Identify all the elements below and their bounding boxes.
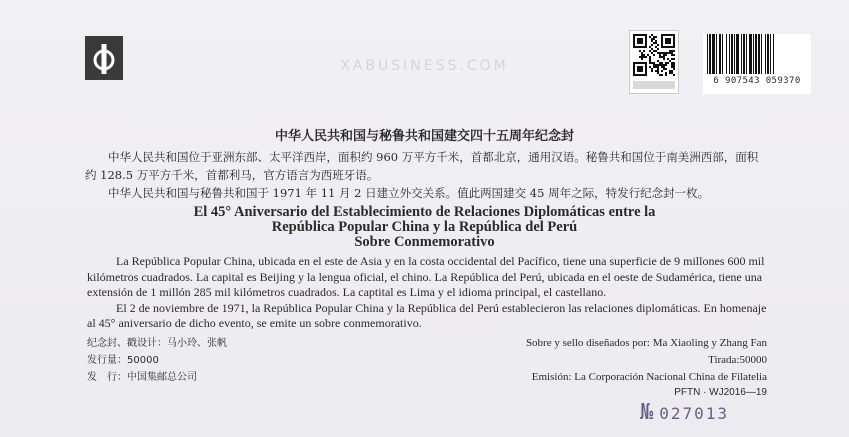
spanish-body — [87, 254, 767, 332]
serial-value: 027013 — [659, 404, 730, 423]
chinese-paragraph-1: 中华人民共和国位于亚洲东部、太平洋西岸，面积约 960 万平方千米，首都北京，通用汉语。秘鲁共和国位于南美洲西部，面积约 128.5 万平方千米，首都利马，官方语言为西班牙语。 — [85, 150, 759, 182]
serial-number — [640, 400, 800, 425]
spanish-title-line-3: Sobre Conmemorativo — [354, 234, 495, 250]
designer-chinese: 纪念封、戳设计：马小玲、张帆 — [87, 338, 227, 349]
spanish-credits — [387, 335, 767, 386]
print-run-chinese: 发行量：50000 — [87, 355, 159, 366]
spanish-paragraph-1: La República Popular China, ubicada en el este de Asia y en la costa occidental del Pacífico, tiene una superficie de 9 millones 600 mil kilómetros cuadrados. La capital es Beijing y la lengua oficial, el chino. La República del Perú, ubicada en el oeste de Sudamérica, tiene una extensión de 1 millón 285 mil kilómetros cuadrados. La captital es Lima y el idioma principal, el castellano. — [87, 254, 765, 300]
barcode-number: 6 907543 059370 — [703, 76, 811, 86]
chinese-paragraph-2: 中华人民共和国与秘鲁共和国于 1971 年 11 月 2 日建立外交关系。值此两国建交 45 周年之际，特发行纪念封一枚。 — [108, 186, 710, 200]
issuer-spanish: Emisión: La Corporación Nacional China de Filatelia — [531, 371, 767, 383]
serial-prefix: № — [640, 400, 654, 425]
chinese-credits — [87, 335, 407, 386]
spanish-title-line-2: República Popular China y la República del Perú — [271, 219, 578, 235]
spanish-paragraph-2: El 2 de noviembre de 1971, la República Popular China y la República del Perú establecieron las relaciones diplomáticas. En homenaje al 45° aniversario de dicho evento, se emite un sobre conmemorativo. — [87, 300, 767, 331]
designer-spanish: Sobre y sello diseñados por: Ma Xiaoling y Zhang Fan — [525, 337, 767, 349]
print-run-spanish: Tirada:50000 — [708, 354, 767, 366]
watermark: XABUSINESS.COM — [340, 58, 509, 74]
issue-code: PFTN · WJ2016—19 — [674, 387, 767, 398]
spanish-title-line-1: El 45° Aniversario del Establecimiento de Relaciones Diplomáticas entre la — [193, 204, 656, 220]
chinese-title: 中华人民共和国与秘鲁共和国建交四十五周年纪念封 — [274, 129, 574, 144]
issuer-chinese: 发 行：中国集邮总公司 — [87, 372, 197, 383]
spanish-title — [0, 205, 849, 250]
chinese-body — [85, 148, 765, 202]
